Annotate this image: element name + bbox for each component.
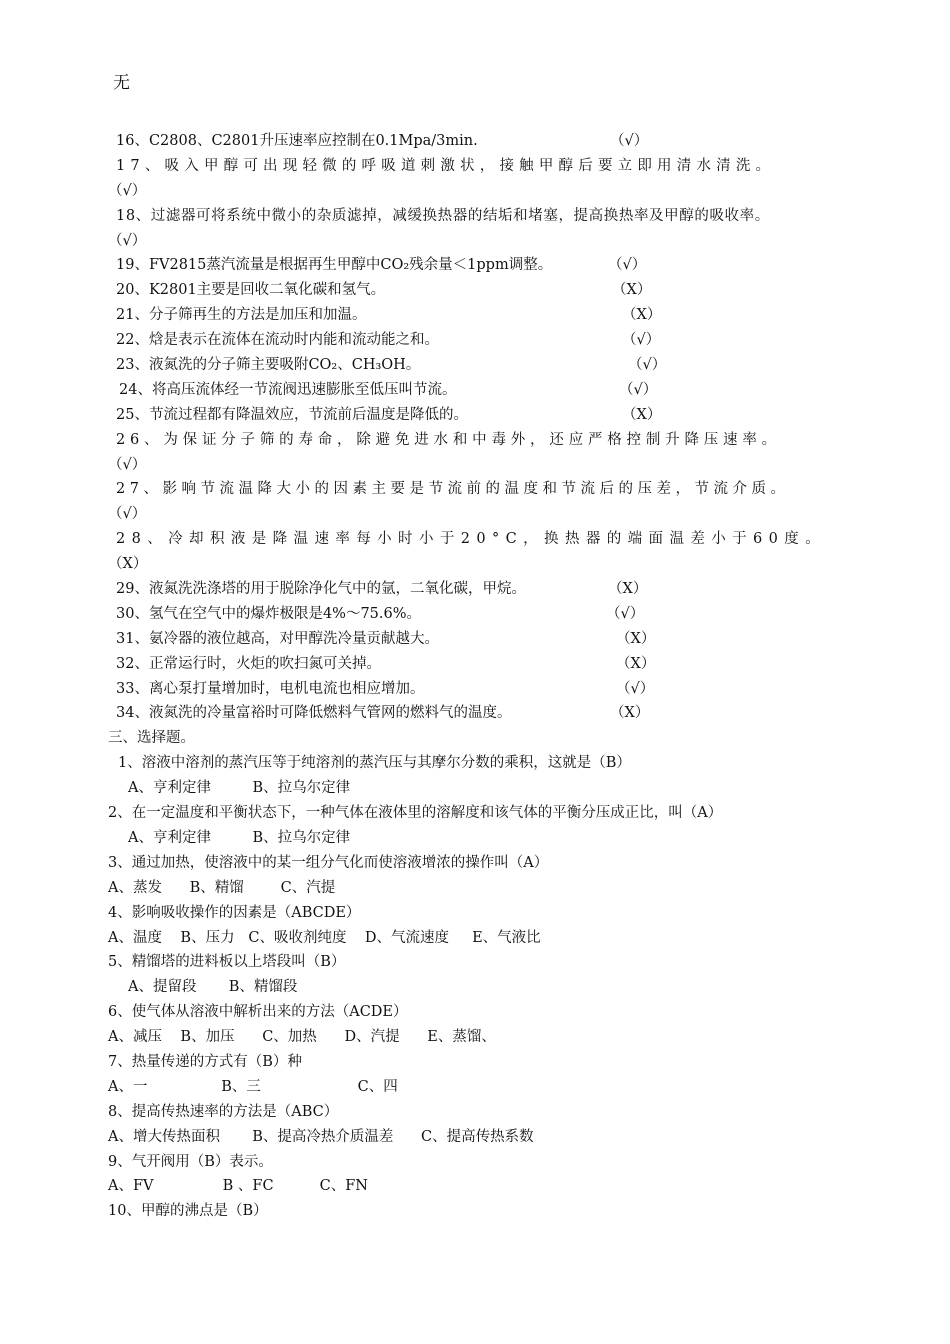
document-body [108, 129, 836, 1224]
mc-options-4: A、温度 B、压力 C、吸收剂纯度 D、气流速度 E、气液比 [108, 929, 541, 946]
mc-options-9: A、FV B 、FC C、FN [108, 1178, 368, 1195]
page-header: 无 [113, 73, 130, 93]
tf-answer: （X） [622, 307, 662, 324]
mc-options-5: A、提留段 B、精馏段 [128, 979, 298, 996]
tf-item-20 [116, 278, 836, 303]
tf-question: 22、焓是表示在流体在流动时内能和流动能之和。 [116, 332, 439, 349]
tf-item-16 [116, 129, 836, 154]
tf-question: 29、液氮洗洗涤塔的用于脱除净化气中的氩，二氧化碳，甲烷。 [116, 581, 526, 598]
tf-item-33 [116, 677, 836, 702]
mc-options-2: A、亨利定律 B、拉乌尔定律 [128, 829, 351, 846]
tf-item-28: 28、冷却积液是降温速率每小时小于20°C，换热器的端面温差小于60度。 [116, 531, 827, 548]
tf-question: 20、K2801主要是回收二氧化碳和氢气。 [116, 282, 386, 299]
tf-item-29 [116, 577, 836, 602]
tf-item-30 [116, 602, 836, 627]
tf-item-32 [116, 652, 836, 677]
tf-item-19 [116, 253, 836, 278]
tf-question: 34、液氮洗的冷量富裕时可降低燃料气管网的燃料气的温度。 [116, 705, 512, 722]
tf-question: 33、离心泵打量增加时，电机电流也相应增加。 [116, 680, 425, 697]
tf-answer: （√） [606, 605, 645, 622]
mc-question-2: 2、在一定温度和平衡状态下，一种气体在液体里的溶解度和该气体的平衡分压成正比，叫（A） [108, 805, 723, 822]
tf-question: 25、节流过程都有降温效应，节流前后温度是降低的。 [116, 406, 468, 423]
tf-item-21 [116, 303, 836, 328]
mc-question-3: 3、通过加热，使溶液中的某一组分气化而使溶液增浓的操作叫（A） [108, 854, 549, 871]
section-heading: 三、选择题。 [108, 730, 195, 747]
tf-answer: （√） [628, 357, 667, 374]
tf-item-25 [116, 403, 836, 428]
tf-item-24 [119, 378, 836, 403]
tf-answer: （√） [622, 332, 661, 349]
tf-answer: （X） [108, 556, 148, 573]
tf-answer: （√） [610, 133, 649, 149]
tf-item-22 [116, 328, 836, 353]
tf-question: 32、正常运行时，火炬的吹扫氮可关掉。 [116, 655, 381, 672]
tf-answer: （X） [612, 282, 652, 299]
tf-item-17: 17、吸入甲醇可出现轻微的呼吸道刺激状，接触甲醇后要立即用清水清洗。 [116, 157, 776, 174]
mc-options-8: A、增大传热面积 B、提高冷热介质温差 C、提高传热系数 [108, 1128, 534, 1145]
tf-question: 23、液氮洗的分子筛主要吸附CO₂、CH₃OH。 [116, 357, 421, 374]
mc-options-1: A、亨利定律 B、拉乌尔定律 [128, 780, 351, 797]
mc-options-3: A、蒸发 B、精馏 C、汽提 [108, 879, 336, 896]
tf-answer: （X） [608, 581, 648, 598]
mc-question-6: 6、使气体从溶液中解析出来的方法（ACDE） [108, 1004, 408, 1021]
tf-question: 31、氨冷器的液位越高，对甲醇洗冷量贡献越大。 [116, 630, 439, 647]
tf-answer: （X） [616, 655, 656, 672]
tf-question: 16、C2808、C2801升压速率应控制在0.1Mpa/3min. [116, 133, 478, 149]
tf-answer: （√） [108, 182, 147, 199]
tf-item-23 [116, 353, 836, 378]
tf-item-27: 27、影响节流温降大小的因素主要是节流前的温度和节流后的压差，节流介质。 [116, 481, 790, 498]
tf-question: 24、将高压流体经一节流阀迅速膨胀至低压叫节流。 [119, 381, 457, 398]
mc-question-1: 1、溶液中溶剂的蒸汽压等于纯溶剂的蒸汽压与其摩尔分数的乘积，这就是（B） [118, 755, 631, 772]
mc-question-5: 5、精馏塔的进料板以上塔段叫（B） [108, 954, 346, 971]
tf-item-26: 26、为保证分子筛的寿命，除避免进水和中毒外，还应严格控制升降压速率。 [116, 431, 781, 448]
tf-answer: （√） [616, 680, 655, 697]
tf-answer: （√） [108, 232, 147, 249]
mc-options-6: A、减压 B、加压 C、加热 D、汽提 E、蒸馏、 [108, 1029, 496, 1046]
tf-question: 21、分子筛再生的方法是加压和加温。 [116, 307, 367, 324]
tf-item-31 [116, 627, 836, 652]
tf-question: 30、氢气在空气中的爆炸极限是4%～75.6%。 [116, 605, 422, 622]
tf-answer: （√） [108, 506, 147, 523]
tf-answer: （√） [108, 456, 147, 473]
tf-question: 19、FV2815蒸汽流量是根据再生甲醇中CO₂残余量＜1ppm调整。 [116, 257, 553, 274]
tf-item-18: 18、过滤器可将系统中微小的杂质滤掉，减缓换热器的结垢和堵塞，提高换热率及甲醇的吸收率。 [116, 207, 770, 224]
tf-answer: （X） [622, 406, 662, 423]
tf-answer: （√） [608, 257, 647, 274]
tf-item-34 [116, 701, 836, 726]
tf-answer: （X） [610, 705, 650, 722]
mc-question-9: 9、气开阀用（B）表示。 [108, 1153, 273, 1170]
mc-question-4: 4、影响吸收操作的因素是（ABCDE） [108, 904, 361, 921]
tf-answer: （√） [619, 381, 658, 398]
mc-options-7: A、一 B、三 C、四 [108, 1078, 398, 1095]
tf-answer: （X） [616, 630, 656, 647]
mc-question-7: 7、热量传递的方式有（B）种 [108, 1053, 302, 1070]
mc-question-10: 10、甲醇的沸点是（B） [108, 1203, 268, 1220]
mc-question-8: 8、提高传热速率的方法是（ABC） [108, 1103, 339, 1120]
